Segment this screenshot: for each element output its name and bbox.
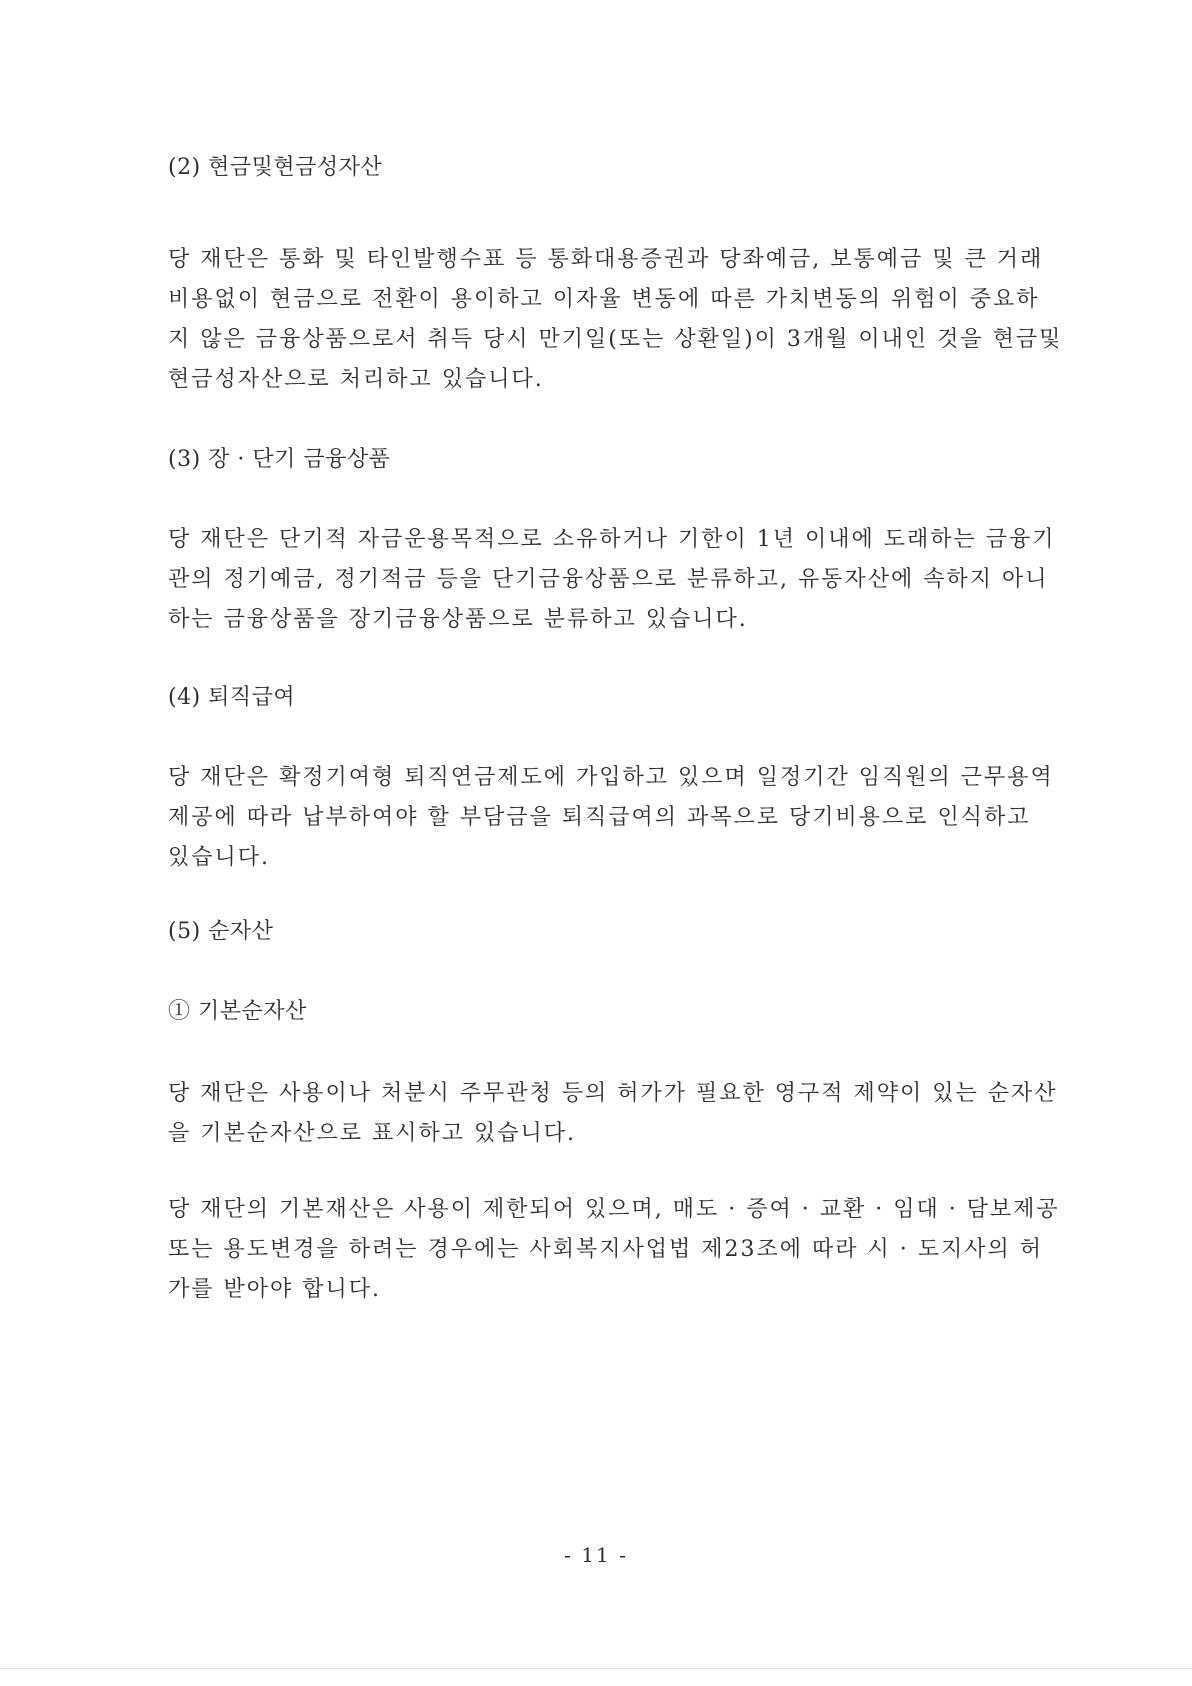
- section-heading-retirement: (4) 퇴직급여: [168, 685, 296, 710]
- paragraph-line: 당 재단의 기본재산은 사용이 제한되어 있으며, 매도 · 증여 · 교환 · 임대 · 담보제공: [168, 1197, 1060, 1222]
- paragraph-line: 당 재단은 사용이나 처분시 주무관청 등의 허가가 필요한 영구적 제약이 있는 순자산: [168, 1081, 1058, 1106]
- paragraph-line: 당 재단은 통화 및 타인발행수표 등 통화대용증권과 당좌예금, 보통예금 및 큰 거래: [168, 247, 1044, 272]
- paragraph-line: 제공에 따라 납부하여야 할 부담금을 퇴직급여의 과목으로 당기비용으로 인식하고: [168, 805, 1031, 830]
- scan-edge-divider: [0, 1668, 1192, 1669]
- paragraph-basic-property: [168, 1190, 1060, 1310]
- paragraph-line: 당 재단은 확정기여형 퇴직연금제도에 가입하고 있으며 일정기간 임직원의 근무용역: [168, 765, 1054, 790]
- paragraph-financial-instruments: [168, 520, 1056, 640]
- paragraph-line: 을 기본순자산으로 표시하고 있습니다.: [168, 1121, 577, 1146]
- paragraph-line: 관의 정기예금, 정기적금 등을 단기금융상품으로 분류하고, 유동자산에 속하지 아니: [168, 567, 1049, 592]
- section-heading-cash: (2) 현금및현금성자산: [168, 155, 383, 180]
- paragraph-cash: [168, 240, 1063, 400]
- paragraph-line: 지 않은 금융상품으로서 취득 당시 만기일(또는 상환일)이 3개월 이내인 것을 현금및: [168, 327, 1063, 352]
- paragraph-line: 있습니다.: [168, 845, 271, 870]
- paragraph-line: 또는 용도변경을 하려는 경우에는 사회복지사업법 제23조에 따라 시 · 도지사의 허: [168, 1237, 1043, 1262]
- paragraph-line: 가를 받아야 합니다.: [168, 1277, 381, 1302]
- paragraph-line: 당 재단은 단기적 자금운용목적으로 소유하거나 기한이 1년 이내에 도래하는 금융기: [168, 527, 1056, 552]
- paragraph-line: 비용없이 현금으로 전환이 용이하고 이자율 변동에 따른 가치변동의 위험이 중요하: [168, 287, 1040, 312]
- paragraph-basic-net-assets: [168, 1074, 1058, 1154]
- document-body: [168, 150, 1063, 1310]
- section-heading-net-assets: (5) 순자산: [168, 919, 274, 944]
- page-number: - 11 -: [564, 1543, 628, 1567]
- paragraph-line: 현금성자산으로 처리하고 있습니다.: [168, 367, 544, 392]
- paragraph-retirement: [168, 758, 1054, 878]
- subheading-basic-net-assets: ① 기본순자산: [168, 999, 307, 1024]
- section-heading-financial-instruments: (3) 장 · 단기 금융상품: [168, 447, 391, 472]
- paragraph-line: 하는 금융상품을 장기금융상품으로 분류하고 있습니다.: [168, 607, 748, 632]
